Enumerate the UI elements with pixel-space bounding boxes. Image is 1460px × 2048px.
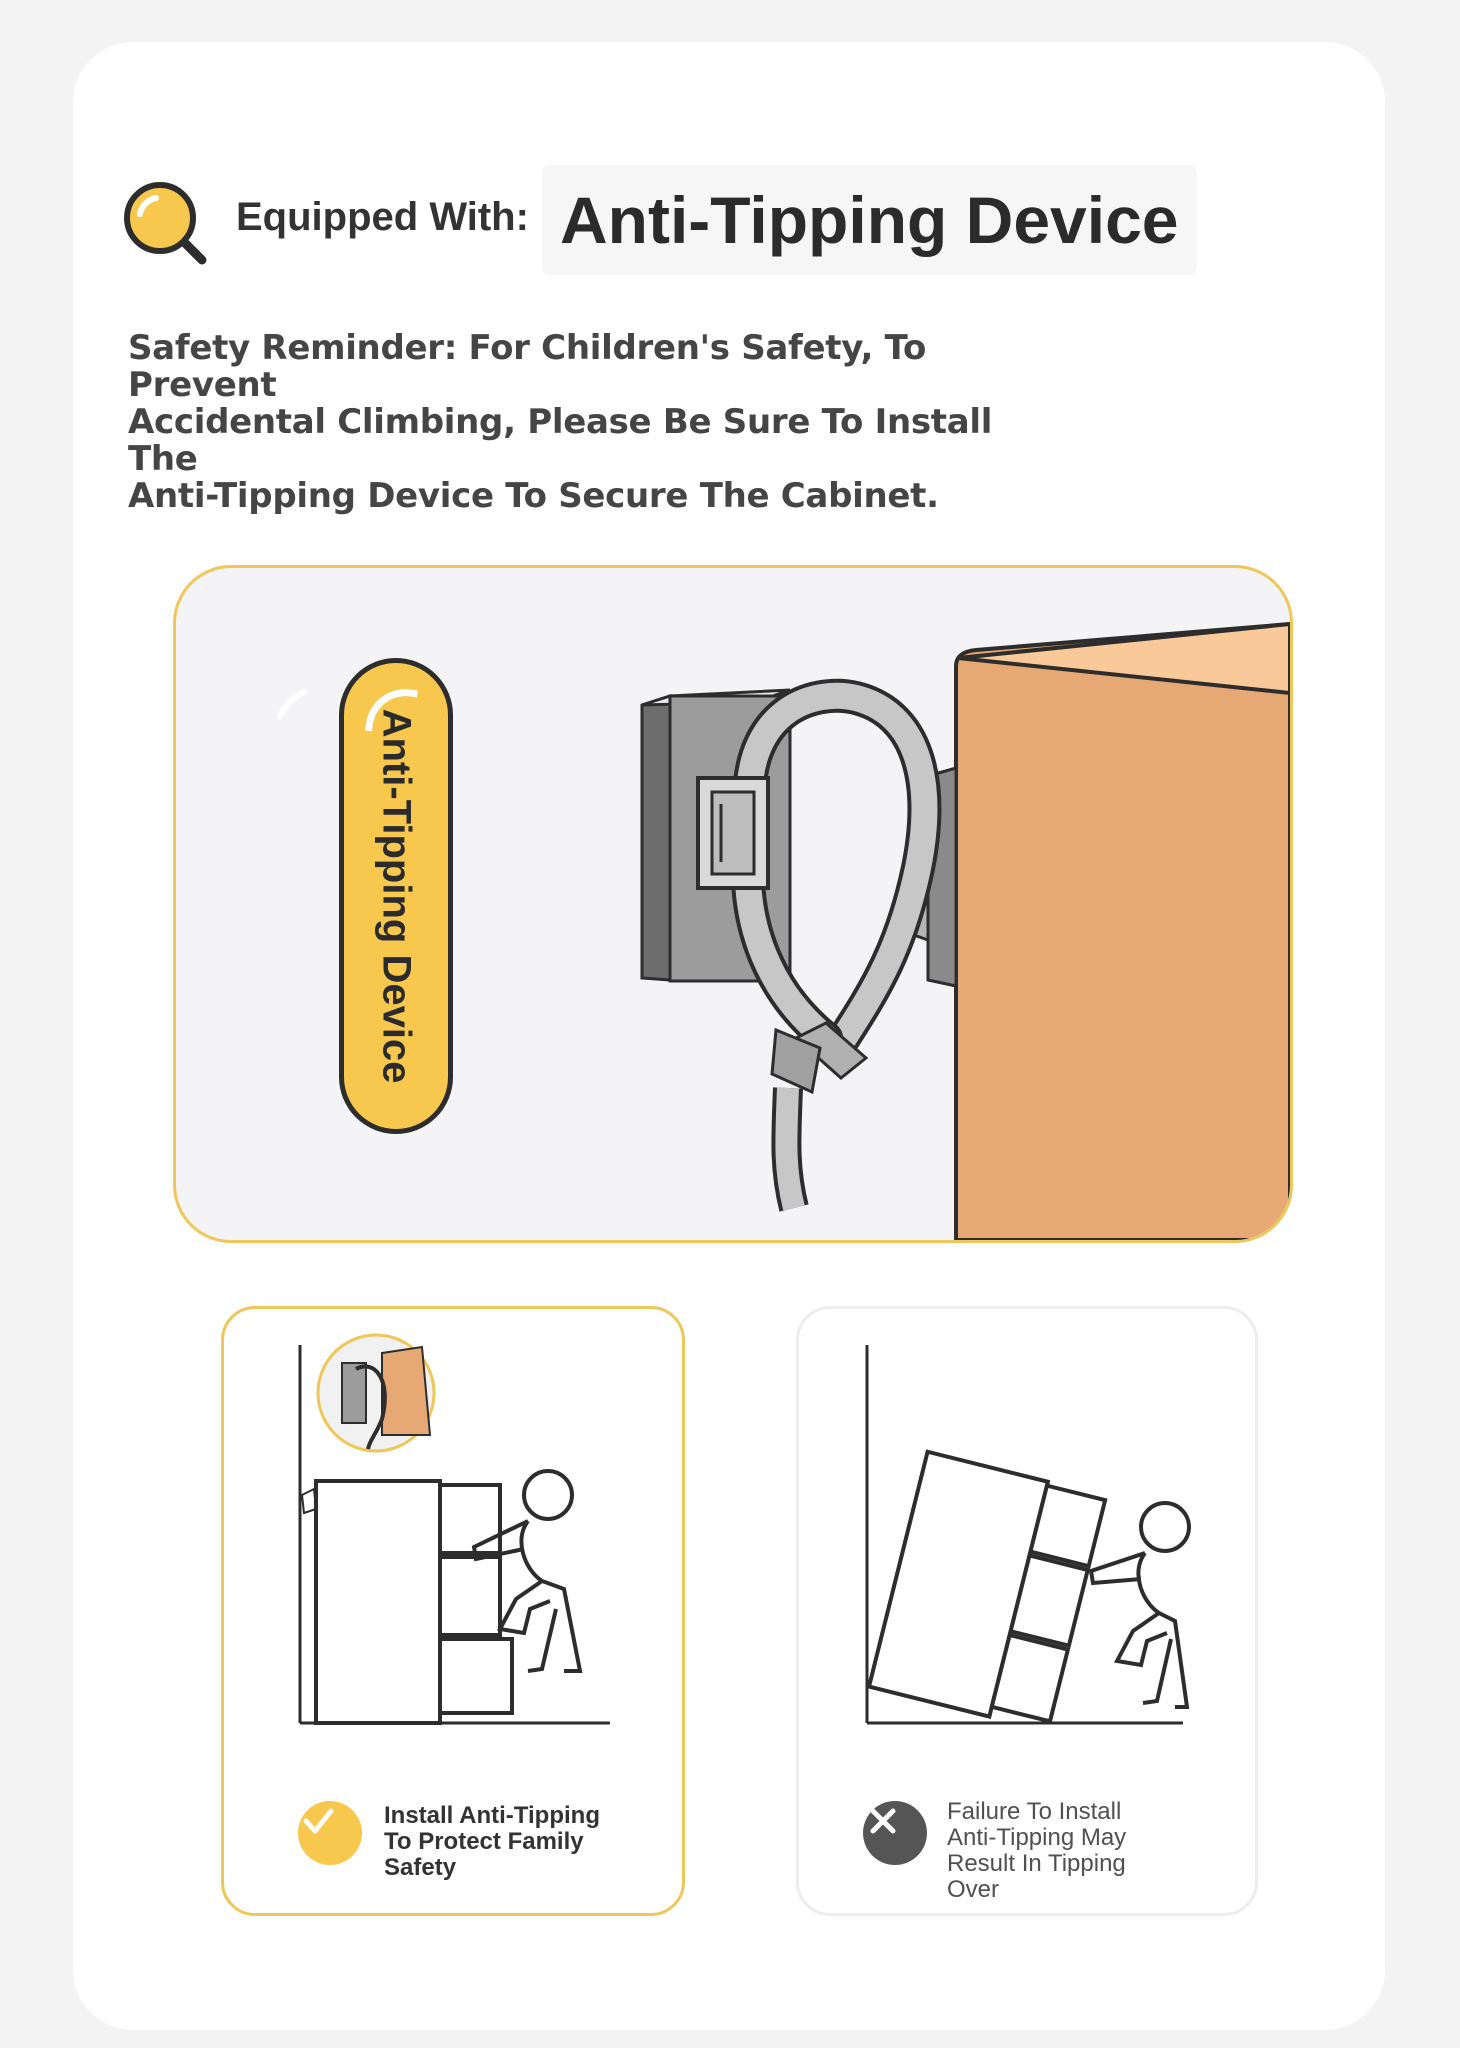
panel-not-installed [796, 1306, 1258, 1916]
equipped-label: Equipped With: [236, 195, 529, 239]
magnifier-icon [122, 180, 208, 266]
caption-line: Safety [384, 1854, 457, 1881]
anti-tipping-badge [339, 658, 453, 1134]
tipping-illustration [799, 1309, 1261, 1789]
header [122, 175, 1222, 275]
reminder-line: Anti-Tipping Device To Secure The Cabinet. [128, 476, 939, 516]
panel-installed [221, 1306, 685, 1916]
caption-line: Failure To Install [947, 1798, 1122, 1825]
not-installed-caption [947, 1799, 1126, 1903]
check-icon [298, 1801, 362, 1865]
caption-line: Install Anti-Tipping [384, 1802, 600, 1829]
reminder-line: Safety Reminder: For Children's Safety, To Prevent [128, 328, 927, 405]
close-icon [863, 1801, 927, 1865]
page-title: Anti-Tipping Device [560, 183, 1179, 257]
badge-label: Anti-Tipping Device [374, 708, 419, 1084]
installed-caption [384, 1803, 600, 1881]
caption-line: To Protect Family [384, 1828, 584, 1855]
installed-illustration [224, 1309, 688, 1789]
reminder-line: Accidental Climbing, Please Be Sure To Install The [128, 402, 993, 479]
title-pill [542, 165, 1197, 275]
safety-reminder [128, 330, 1008, 515]
caption-line: Anti-Tipping May [947, 1824, 1127, 1851]
caption-line: Result In Tipping [947, 1850, 1126, 1877]
caption-line: Over [947, 1876, 1000, 1903]
